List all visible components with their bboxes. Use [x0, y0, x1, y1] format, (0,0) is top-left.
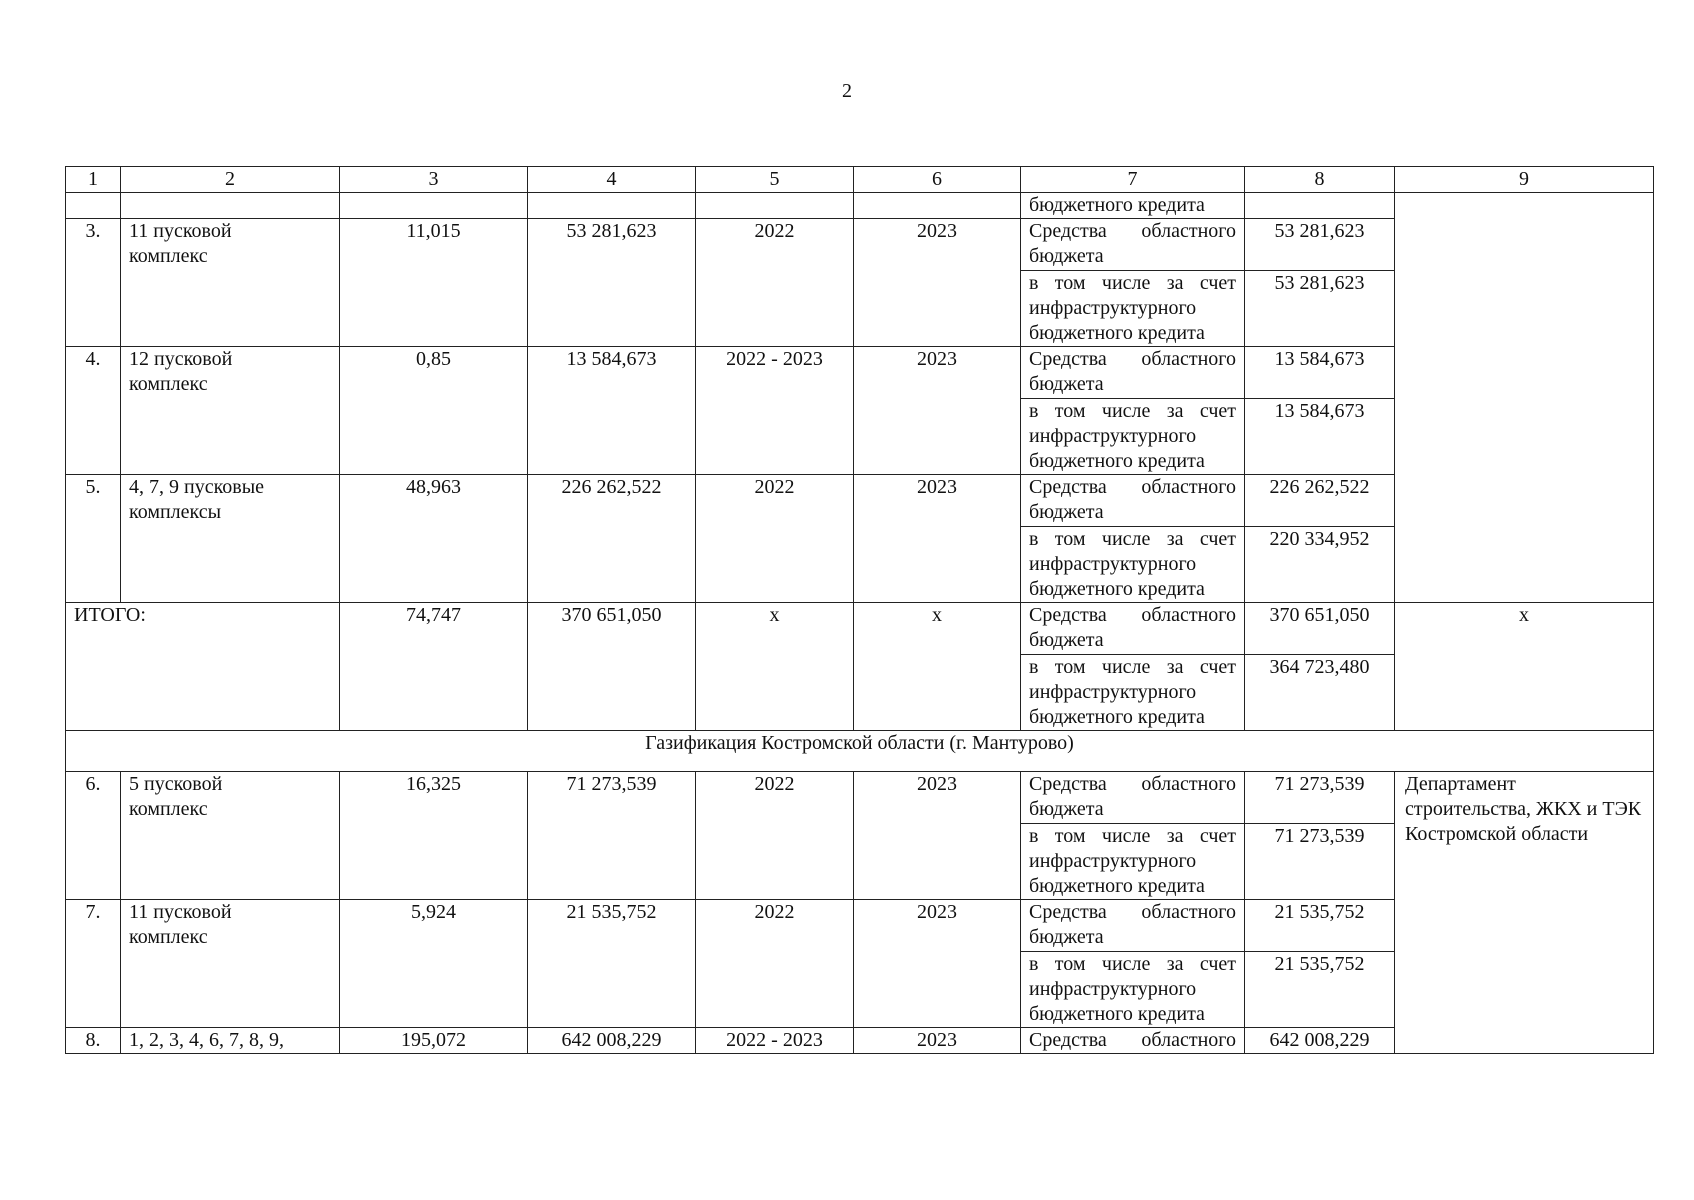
cost-cell: 53 281,623: [528, 219, 696, 347]
object-name: 11 пусковой комплекс: [121, 219, 340, 347]
source-cell: в том числе за счет инфраструктурного бюджетного кредита: [1021, 527, 1245, 603]
capacity-cell: 5,924: [340, 900, 528, 1028]
year-cell: 2023: [854, 347, 1021, 475]
amount-cell: 53 281,623: [1245, 271, 1395, 347]
row-number: 7.: [66, 900, 121, 1028]
capacity-cell: 74,747: [340, 603, 528, 731]
year-cell: 2023: [854, 475, 1021, 603]
table-row: [66, 772, 1654, 824]
col-header: 4: [528, 167, 696, 193]
source-cell: Средства областного бюджета: [1021, 219, 1245, 271]
period-cell: 2022: [696, 772, 854, 900]
object-name: 1, 2, 3, 4, 6, 7, 8, 9,: [121, 1028, 340, 1054]
responsible-cell: Департамент строительства, ЖКХ и ТЭК Костромской области: [1395, 772, 1654, 1054]
cost-cell: 13 584,673: [528, 347, 696, 475]
row-number: 6.: [66, 772, 121, 900]
amount-cell: 71 273,539: [1245, 772, 1395, 824]
period-cell: 2022 - 2023: [696, 347, 854, 475]
year-cell: 2023: [854, 772, 1021, 900]
amount-cell: 370 651,050: [1245, 603, 1395, 655]
col-header: 3: [340, 167, 528, 193]
amount-cell: 53 281,623: [1245, 219, 1395, 271]
source-cell: в том числе за счет инфраструктурного бюджетного кредита: [1021, 952, 1245, 1028]
source-cell: Средства областного бюджета: [1021, 475, 1245, 527]
amount-cell: 642 008,229: [1245, 1028, 1395, 1054]
amount-cell: 13 584,673: [1245, 347, 1395, 399]
amount-cell: 364 723,480: [1245, 655, 1395, 731]
object-name: 12 пусковой комплекс: [121, 347, 340, 475]
section-title: Газификация Костромской области (г. Мантурово): [66, 731, 1654, 772]
source-cell: бюджетного кредита: [1021, 193, 1245, 219]
cost-cell: 642 008,229: [528, 1028, 696, 1054]
year-cell: 2023: [854, 1028, 1021, 1054]
cost-cell: 370 651,050: [528, 603, 696, 731]
row-number: 8.: [66, 1028, 121, 1054]
source-cell: Средства областного бюджета: [1021, 900, 1245, 952]
object-name: 4, 7, 9 пусковые комплексы: [121, 475, 340, 603]
source-cell: Средства областного бюджета: [1021, 347, 1245, 399]
amount-cell: 220 334,952: [1245, 527, 1395, 603]
row-number: 5.: [66, 475, 121, 603]
header-row: [66, 167, 1654, 193]
capacity-cell: 195,072: [340, 1028, 528, 1054]
period-cell: 2022: [696, 900, 854, 1028]
responsible-cell: x: [1395, 603, 1654, 731]
responsible-cell: [1395, 193, 1654, 603]
amount-cell: 226 262,522: [1245, 475, 1395, 527]
capacity-cell: 16,325: [340, 772, 528, 900]
period-cell: 2022: [696, 475, 854, 603]
row-number: 3.: [66, 219, 121, 347]
col-header: 2: [121, 167, 340, 193]
object-name: 11 пусковой комплекс: [121, 900, 340, 1028]
col-header: 9: [1395, 167, 1654, 193]
year-cell: 2023: [854, 219, 1021, 347]
source-cell: Средства областного бюджета: [1021, 772, 1245, 824]
col-header: 7: [1021, 167, 1245, 193]
year-cell: 2023: [854, 900, 1021, 1028]
period-cell: 2022 - 2023: [696, 1028, 854, 1054]
capacity-cell: 48,963: [340, 475, 528, 603]
row-number: 4.: [66, 347, 121, 475]
amount-cell: 71 273,539: [1245, 824, 1395, 900]
source-cell: в том числе за счет инфраструктурного бюджетного кредита: [1021, 824, 1245, 900]
amount-cell: 13 584,673: [1245, 399, 1395, 475]
financing-table: [65, 166, 1654, 1054]
amount-cell: 21 535,752: [1245, 952, 1395, 1028]
capacity-cell: 11,015: [340, 219, 528, 347]
source-cell: в том числе за счет инфраструктурного бюджетного кредита: [1021, 655, 1245, 731]
cost-cell: 226 262,522: [528, 475, 696, 603]
section-row: [66, 731, 1654, 772]
cost-cell: 71 273,539: [528, 772, 696, 900]
cost-cell: 21 535,752: [528, 900, 696, 1028]
table-row: [66, 193, 1654, 219]
period-cell: x: [696, 603, 854, 731]
source-cell: в том числе за счет инфраструктурного бюджетного кредита: [1021, 399, 1245, 475]
capacity-cell: 0,85: [340, 347, 528, 475]
total-label: ИТОГО:: [66, 603, 340, 731]
source-cell: в том числе за счет инфраструктурного бюджетного кредита: [1021, 271, 1245, 347]
period-cell: 2022: [696, 219, 854, 347]
year-cell: x: [854, 603, 1021, 731]
object-name: 5 пусковой комплекс: [121, 772, 340, 900]
source-cell: Средства областного бюджета: [1021, 603, 1245, 655]
col-header: 1: [66, 167, 121, 193]
col-header: 6: [854, 167, 1021, 193]
col-header: 8: [1245, 167, 1395, 193]
total-row: [66, 603, 1654, 655]
source-cell: Средства областного: [1021, 1028, 1245, 1054]
col-header: 5: [696, 167, 854, 193]
page-number: 2: [842, 80, 852, 102]
amount-cell: 21 535,752: [1245, 900, 1395, 952]
